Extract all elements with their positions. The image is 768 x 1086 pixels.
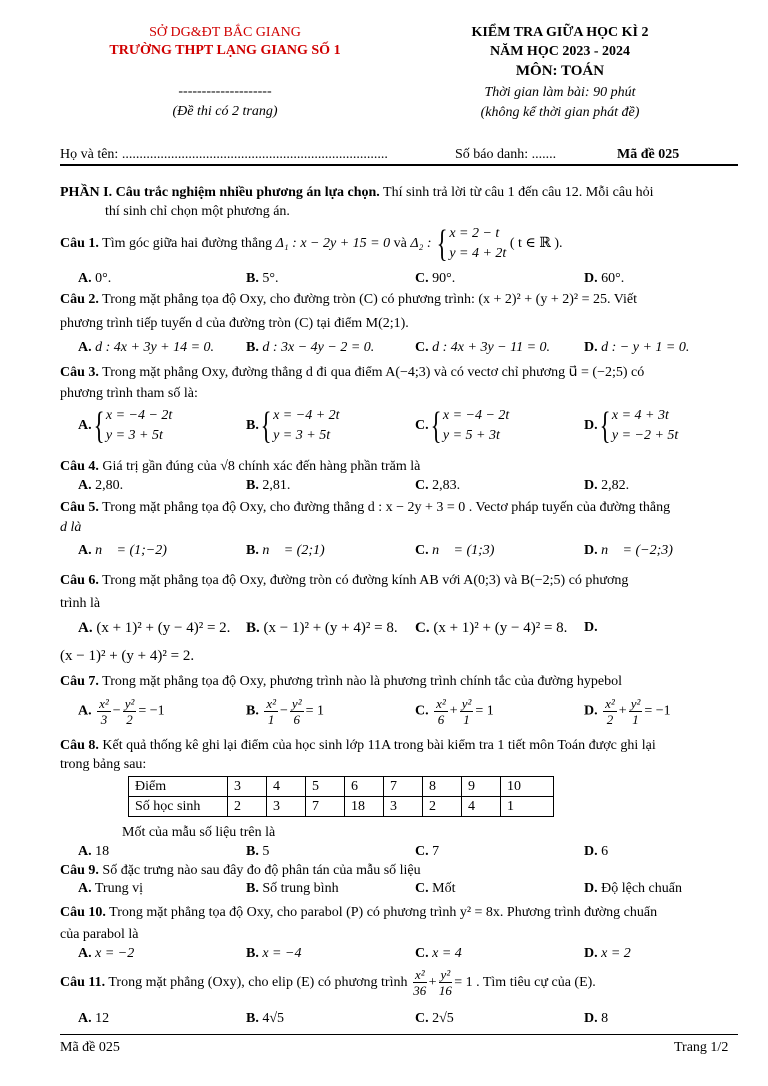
table-cell: Điểm: [129, 777, 228, 797]
table-cell: 2: [423, 797, 462, 817]
table-cell: 7: [306, 797, 345, 817]
table-cell: 4: [267, 777, 306, 797]
q4-option-b[interactable]: B. 2,81.: [246, 478, 291, 493]
school-name: TRƯỜNG THPT LẠNG GIANG SỐ 1: [109, 43, 341, 58]
question-11: Câu 11. Trong mặt phẳng (Oxy), cho elip (E) có phương trình $\frac{\text{x²}}{36}$ + $\frac{\text{y²}}{16}$ = 1 . Tìm tiêu cự của (E).: [60, 967, 596, 999]
q5-option-a[interactable]: A. n⃗ = (1;−2): [78, 543, 167, 558]
question-9: Câu 9. Số đặc trưng nào sau đây đo độ phân tán của mẫu số liệu: [60, 863, 421, 878]
q6-option-a[interactable]: A. (x + 1)² + (y − 4)² = 2.: [78, 620, 231, 636]
table-cell: Số học sinh: [129, 797, 228, 817]
table-cell: 1: [501, 797, 554, 817]
q11-option-c[interactable]: C. 2√5: [415, 1011, 454, 1026]
q3-option-d[interactable]: D.{ x = 4 + 3t y = −2 + 5t: [584, 405, 679, 447]
question-7: Câu 7. Trong mặt phẳng tọa độ Oxy, phương trình nào là phương trình chính tắc của đường hypebol: [60, 674, 623, 689]
q6-option-d[interactable]: (x − 1)² + (y + 4)² = 2.: [60, 648, 195, 664]
table-cell: 4: [462, 797, 501, 817]
q11-option-a[interactable]: A. 12: [78, 1011, 110, 1026]
question-2: Câu 2. Trong mặt phẳng tọa độ Oxy, cho đường tròn (C) có phương trình: (x + 2)² + (y + 2)² = 25. Viết: [60, 292, 637, 307]
table-cell: 3: [267, 797, 306, 817]
question-4: Câu 4. Giá trị gần đúng của √8 chính xác đến hàng phần trăm là: [60, 459, 421, 474]
q1-option-b[interactable]: B. 5°.: [246, 271, 279, 286]
score-frequency-table: [128, 776, 554, 817]
question-2-cont: phương trình tiếp tuyến d của đường tròn (C) tại điểm M(2;1).: [60, 316, 409, 331]
q8-option-a[interactable]: A. 18: [78, 844, 110, 859]
table-cell: 18: [345, 797, 384, 817]
q11-option-b[interactable]: B. 4√5: [246, 1011, 285, 1026]
question-10: Câu 10. Trong mặt phẳng tọa độ Oxy, cho parabol (P) có phương trình y² = 8x. Phương trình đường chuẩn: [60, 905, 658, 920]
q8-option-c[interactable]: C. 7: [415, 844, 440, 859]
q3-option-b[interactable]: B.{ x = −4 + 2t y = 3 + 5t: [246, 405, 340, 447]
q4-option-c[interactable]: C. 2,83.: [415, 478, 461, 493]
table-row: [129, 777, 554, 797]
q7-option-b[interactable]: B. $\frac{\text{x²}}{1}$ − $\frac{\text{y²}}{6}$ = 1: [246, 696, 324, 727]
q6-option-d-label[interactable]: D.: [584, 620, 598, 635]
q9-option-d[interactable]: D. Độ lệch chuẩn: [584, 881, 682, 896]
q10-option-b[interactable]: B. x = −4: [246, 946, 302, 961]
part1-heading: PHẦN I. Câu trắc nghiệm nhiều phương án lựa chọn. Thí sinh trả lời từ câu 1 đến câu 12. Mỗi câu hỏi: [60, 185, 654, 200]
question-3-cont: phương trình tham số là:: [60, 386, 198, 401]
question-5-cont: d là: [60, 520, 82, 535]
table-cell: 6: [345, 777, 384, 797]
q2-option-b[interactable]: B. d : 3x − 4y − 2 = 0.: [246, 340, 375, 355]
q7-option-d[interactable]: D. $\frac{\text{x²}}{2}$ + $\frac{\text{y²}}{1}$ = −1: [584, 696, 671, 727]
q4-option-a[interactable]: A. 2,80.: [78, 478, 124, 493]
table-cell: 10: [501, 777, 554, 797]
question-6-cont: trình là: [60, 596, 101, 611]
header-rule: [60, 164, 738, 166]
question-10-cont: của parabol là: [60, 927, 139, 942]
question-1: Câu 1. Tìm góc giữa hai đường thẳng Δ₁ : x − 2y + 15 = 0 và Δ₂ : { x = 2 − t y = 4 + 2t ( t ∈ ℝ ).: [60, 223, 563, 265]
q3-option-a[interactable]: A.{ x = −4 − 2t y = 3 + 5t: [78, 405, 173, 447]
school-year: NĂM HỌC 2023 - 2024: [490, 44, 630, 59]
q1-option-a[interactable]: A. 0°.: [78, 271, 112, 286]
page-count-note: (Đề thi có 2 trang): [172, 104, 278, 119]
q3-option-c[interactable]: C.{ x = −4 − 2t y = 5 + 3t: [415, 405, 510, 447]
q9-option-a[interactable]: A. Trung vị: [78, 881, 143, 896]
header-divider-dashes: --------------------: [178, 84, 272, 99]
exam-code: Mã đề 025: [617, 147, 680, 162]
q5-option-b[interactable]: B. n⃗ = (2;1): [246, 543, 325, 558]
question-5: Câu 5. Trong mặt phẳng tọa độ Oxy, cho đường thẳng d : x − 2y + 3 = 0 . Vectơ pháp tuyến của đường thẳng: [60, 500, 671, 515]
q1-option-c[interactable]: C. 90°.: [415, 271, 456, 286]
footer-exam-code: Mã đề 025: [60, 1040, 120, 1055]
question-8-cont: trong bảng sau:: [60, 757, 147, 772]
q7-option-c[interactable]: C. $\frac{\text{x²}}{6}$ + $\frac{\text{y²}}{1}$ = 1: [415, 696, 494, 727]
student-id-field: Số báo danh: .......: [455, 147, 557, 162]
exam-duration: Thời gian làm bài: 90 phút: [484, 85, 636, 100]
footer-rule: [60, 1034, 738, 1035]
q1-option-d[interactable]: D. 60°.: [584, 271, 625, 286]
table-cell: 2: [228, 797, 267, 817]
table-cell: 3: [384, 797, 423, 817]
q2-option-a[interactable]: A. d : 4x + 3y + 14 = 0.: [78, 340, 215, 355]
q7-option-a[interactable]: A. $\frac{\text{x²}}{3}$ − $\frac{\text{y²}}{2}$ = −1: [78, 696, 165, 727]
exam-title: KIỂM TRA GIỮA HỌC KÌ 2: [471, 25, 649, 40]
q9-option-c[interactable]: C. Mốt: [415, 881, 456, 896]
question-3: Câu 3. Trong mặt phẳng Oxy, đường thẳng d đi qua điểm A(−4;3) và có vectơ chỉ phương u⃗ = (−2;5) có: [60, 365, 645, 380]
question-8-prompt: Mốt của mẫu số liệu trên là: [122, 825, 276, 840]
q10-option-c[interactable]: C. x = 4: [415, 946, 462, 961]
table-cell: 3: [228, 777, 267, 797]
q5-option-c[interactable]: C. n⃗ = (1;3): [415, 543, 495, 558]
question-6: Câu 6. Trong mặt phẳng tọa độ Oxy, đường tròn có đường kính AB với A(0;3) và B(−2;5) có phương: [60, 573, 629, 588]
q10-option-d[interactable]: D. x = 2: [584, 946, 631, 961]
q2-option-d[interactable]: D. d : − y + 1 = 0.: [584, 340, 690, 355]
table-row: [129, 797, 554, 817]
question-8: Câu 8. Kết quả thống kê ghi lại điểm của học sinh lớp 11A trong bài kiểm tra 1 tiết môn Toán được ghi lại: [60, 738, 656, 753]
table-cell: 9: [462, 777, 501, 797]
q4-option-d[interactable]: D. 2,82.: [584, 478, 630, 493]
q8-option-d[interactable]: D. 6: [584, 844, 609, 859]
q11-option-d[interactable]: D. 8: [584, 1011, 609, 1026]
table-cell: 8: [423, 777, 462, 797]
subject-title: MÔN: TOÁN: [515, 63, 605, 79]
footer-page-number: Trang 1/2: [674, 1040, 729, 1055]
q6-option-c[interactable]: C. (x + 1)² + (y − 4)² = 8.: [415, 620, 568, 636]
q5-option-d[interactable]: D. n⃗ = (−2;3): [584, 543, 673, 558]
student-name-field: Họ và tên: ............................................................................: [60, 147, 388, 162]
q9-option-b[interactable]: B. Số trung bình: [246, 881, 339, 896]
q10-option-a[interactable]: A. x = −2: [78, 946, 135, 961]
table-cell: 5: [306, 777, 345, 797]
duration-note: (không kể thời gian phát đề): [480, 105, 640, 120]
part1-instruction: thí sinh chỉ chọn một phương án.: [105, 204, 290, 219]
q6-option-b[interactable]: B. (x − 1)² + (y + 4)² = 8.: [246, 620, 398, 636]
q2-option-c[interactable]: C. d : 4x + 3y − 11 = 0.: [415, 340, 551, 355]
table-cell: 7: [384, 777, 423, 797]
department-name: SỞ DG&ĐT BẮC GIANG: [149, 25, 301, 40]
q8-option-b[interactable]: B. 5: [246, 844, 270, 859]
